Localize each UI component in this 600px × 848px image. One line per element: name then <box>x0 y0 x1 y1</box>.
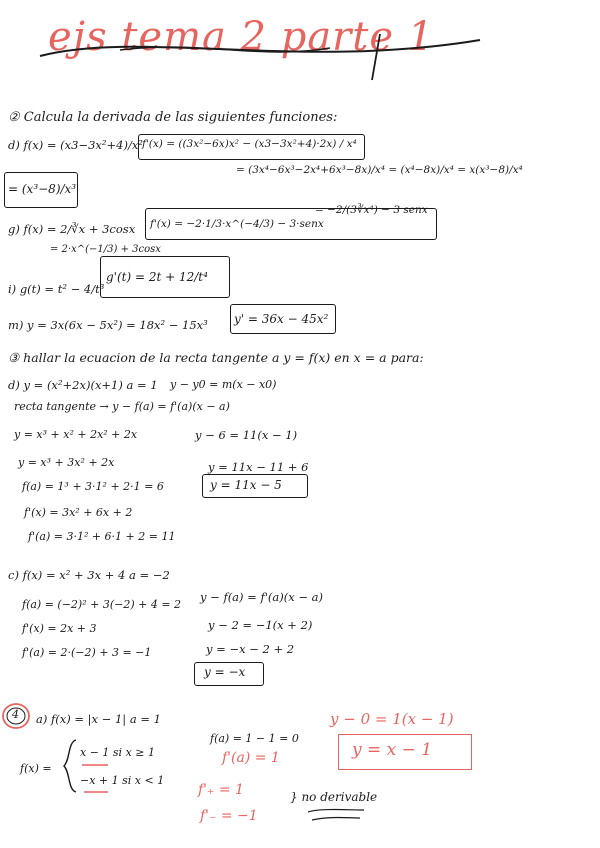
ex3-d-recta: recta tangente → y − f(a) = f'(a)(x − a) <box>14 400 230 413</box>
ex2-heading: ② Calcula la derivada de las siguientes funciones: <box>8 110 338 125</box>
ex2-g-result: = −2/(3∛x⁴) − 3 senx <box>315 204 428 216</box>
ex3-d-result: y = 11x − 5 <box>210 478 282 492</box>
ex3-d-step-3: f(a) = 1³ + 3·1² + 2·1 = 6 <box>22 480 164 493</box>
ex4-piece-1: x − 1 si x ≥ 1 <box>80 746 155 759</box>
ex2-g-rewrite: = 2·x^(−1/3) + 3cosx <box>50 244 161 255</box>
ex4-fa: f(a) = 1 − 1 = 0 <box>210 732 299 745</box>
ex2-d-derivative: f'(x) = ((3x²−6x)x² − (x3−3x²+4)·2x) / x⁴ <box>142 138 357 150</box>
ex2-i-function: i) g(t) = t² − 4/t³ <box>8 282 105 296</box>
ex2-g-function: g) f(x) = 2/∛x + 3cosx <box>8 222 136 236</box>
ex4-fprime-plus: f'₊ = 1 <box>198 782 244 798</box>
ex2-g-derivative: f'(x) = −2·1/3·x^(−4/3) − 3·senx <box>150 218 324 230</box>
ex4-a-line: a) f(x) = |x − 1| a = 1 <box>36 712 161 726</box>
ex2-i-result: g'(t) = 2t + 12/t⁴ <box>106 270 208 284</box>
ex4-piece-2: −x + 1 si x < 1 <box>80 774 165 787</box>
ex3-d-step-1: y = x³ + x² + 2x² + 2x <box>14 428 138 441</box>
ex3-d-tangent-1: y − 6 = 11(x − 1) <box>195 428 298 442</box>
ex3-c-result: y = −x <box>204 665 246 679</box>
ex3-d-tangent-2: y = 11x − 11 + 6 <box>208 460 309 474</box>
ex3-d-step-2: y = x³ + 3x² + 2x <box>18 456 115 469</box>
ex3-c-step-2: f'(x) = 2x + 3 <box>22 622 97 635</box>
ex4-fx-label: f(x) = <box>20 762 52 775</box>
ex3-heading: ③ hallar la ecuacion de la recta tangente a y = f(x) en x = a para: <box>8 350 424 365</box>
ex3-d-formula: y − y0 = m(x − x0) <box>170 378 277 391</box>
ex2-d-function: d) f(x) = (x3−3x²+4)/x² <box>8 138 143 152</box>
ex3-c-step-1: f(a) = (−2)² + 3(−2) + 4 = 2 <box>22 598 182 611</box>
ex3-c-tangent-2: y − 2 = −1(x + 2) <box>208 618 313 632</box>
ex4-fpa: f'(a) = 1 <box>222 750 280 766</box>
ex2-d-expansion: = (3x⁴−6x³−2x⁴+6x³−8x)/x⁴ = (x⁴−8x)/x⁴ = x(x³−8)/x⁴ <box>236 164 523 176</box>
ex3-d-step-4: f'(x) = 3x² + 6x + 2 <box>24 506 133 519</box>
ex4-number: 4 <box>12 708 19 721</box>
ex4-tangent: y − 0 = 1(x − 1) <box>330 710 454 728</box>
ex4-result: y = x − 1 <box>352 740 433 760</box>
page-title: ejs tema 2 parte 1 <box>48 14 435 60</box>
ex3-c-line: c) f(x) = x² + 3x + 4 a = −2 <box>8 568 170 582</box>
ex3-c-tangent-1: y − f(a) = f'(a)(x − a) <box>200 590 323 604</box>
ex3-c-tangent-3: y = −x − 2 + 2 <box>206 642 295 656</box>
ex4-fprime-minus: f'₋ = −1 <box>200 808 258 824</box>
ex2-m-function: m) y = 3x(6x − 5x²) = 18x² − 15x³ <box>8 318 208 332</box>
ex3-c-step-3: f'(a) = 2·(−2) + 3 = −1 <box>22 646 152 659</box>
ex4-conclusion: } no derivable <box>290 790 378 804</box>
ex2-d-result: = (x³−8)/x³ <box>8 182 77 196</box>
ex2-m-result: y' = 36x − 45x² <box>234 312 329 326</box>
ex3-d-line: d) y = (x²+2x)(x+1) a = 1 <box>8 378 158 392</box>
ex3-d-step-5: f'(a) = 3·1² + 6·1 + 2 = 11 <box>28 530 176 543</box>
